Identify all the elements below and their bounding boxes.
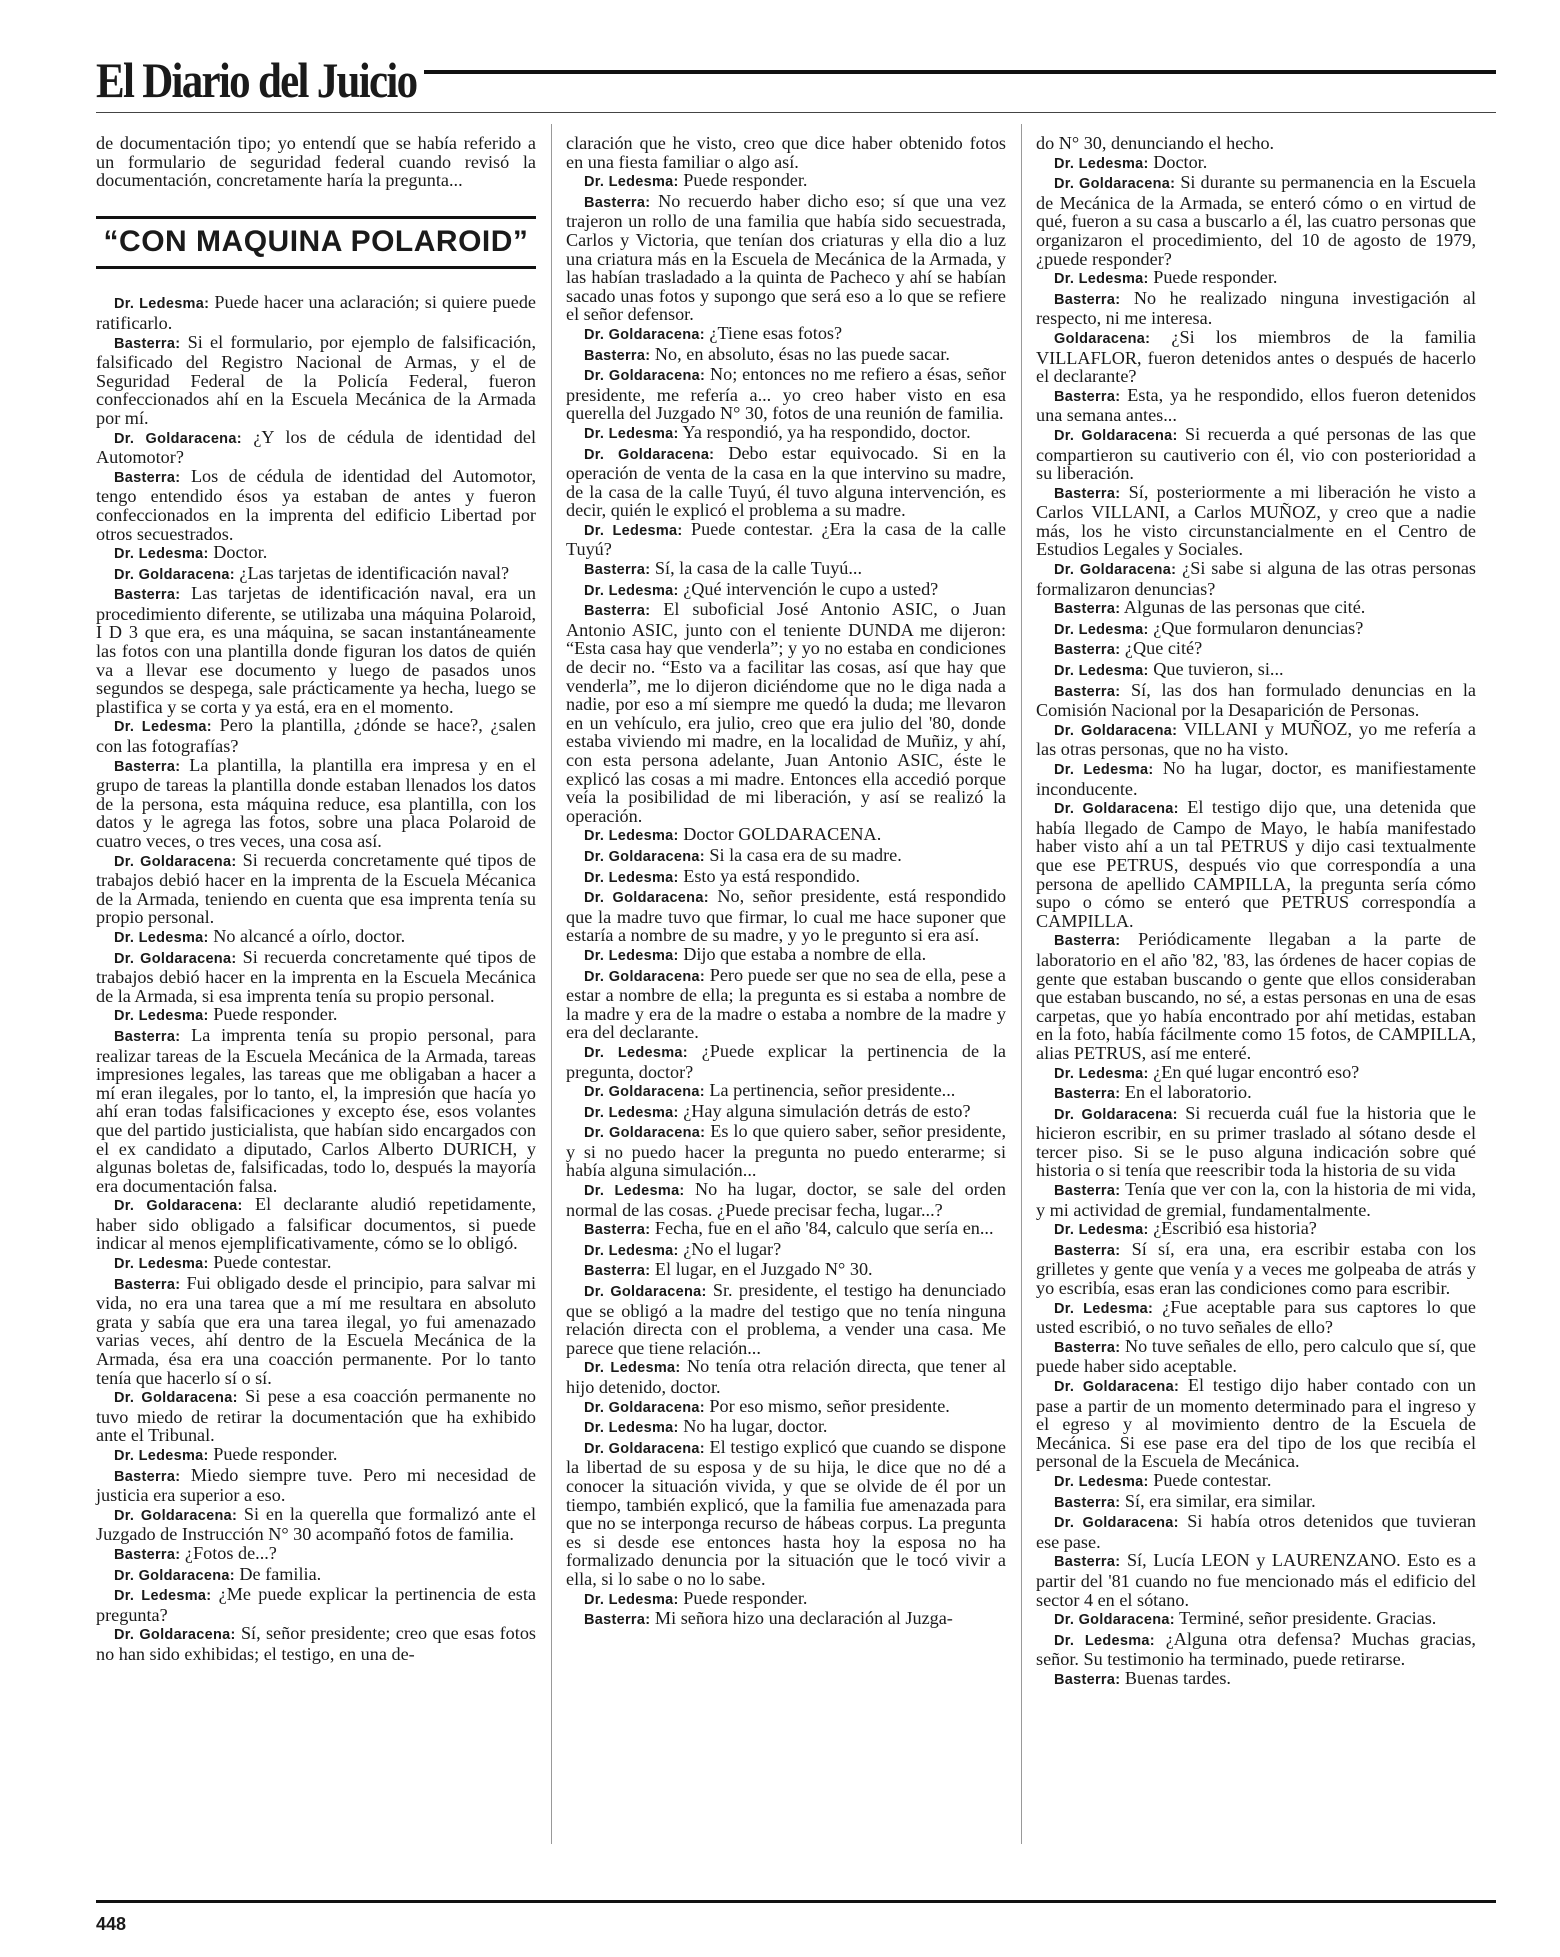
transcript-paragraph xyxy=(566,1260,1006,1281)
transcript-paragraph xyxy=(96,948,536,1006)
transcript-paragraph xyxy=(566,134,1006,171)
column-3 xyxy=(1036,134,1476,1690)
paragraph-text: Sí, la casa de la calle Tuyú... xyxy=(650,558,863,579)
transcript-paragraph xyxy=(96,1253,536,1274)
transcript-paragraph xyxy=(566,444,1006,520)
paragraph-text: Dijo que estaba a nombre de ella. xyxy=(678,943,927,964)
paragraph-text: No ha lugar, doctor, se sale del orden normal de las cosas. ¿Puede precisar fecha, lugar...? xyxy=(566,1179,1006,1220)
transcript-paragraph xyxy=(96,851,536,927)
paragraph-text: Periódicamente llegaban a la parte de laboratorio en el año '82, '83, las órdenes de hacer copias de gente que estaban buscando o gente que ellos consideraban que estaban buscando, no sé, a estas personas en una de esas carpetas, que yo había encontrado por ahí metidas, estaban en la foto, había fácilmente como 15 fotos, de CAMPILLA, alias PETRUS, así me enteré. xyxy=(1036,929,1476,1063)
transcript-paragraph xyxy=(1036,173,1476,268)
paragraph-text: En el laboratorio. xyxy=(1120,1082,1252,1103)
speaker-label: Dr. Goldaracena: xyxy=(584,1084,705,1101)
paragraph-text: do N° 30, denunciando el hecho. xyxy=(1036,133,1275,153)
speaker-label: Dr. Ledesma: xyxy=(114,1588,212,1605)
column-1-body xyxy=(96,293,536,1663)
transcript-paragraph xyxy=(566,867,1006,888)
speaker-label: Dr. Goldaracena: xyxy=(114,1567,235,1584)
speaker-label: Basterra: xyxy=(1054,642,1121,659)
speaker-label: Dr. Goldaracena: xyxy=(584,1284,707,1301)
paragraph-text: El testigo dijo que, una detenida que había llegado de Campo de Mayo, le había manifestado haber visto ahí a un tal PETRUS y dijo casi textualmente que ese PETRUS, después vio que correspondía a una persona de apellido CAMPILLA, la pregunta sería cómo supo o cómo se enteró que PETRUS correspondía a CAMPILLA. xyxy=(1036,797,1477,931)
paragraph-text: Buenas tardes. xyxy=(1120,1667,1231,1688)
paragraph-text: Sí, posteriormente a mi liberación he visto a Carlos VILLANI, a Carlos MUÑOZ, y creo que a nadie más, los he visto circunstancialmente en el Centro de Estudios Legales y Sociales. xyxy=(1036,481,1476,560)
transcript-paragraph xyxy=(1036,1630,1476,1669)
speaker-label: Dr. Goldaracena: xyxy=(114,853,237,870)
transcript-paragraph xyxy=(1036,1376,1476,1471)
speaker-label: Basterra: xyxy=(584,1263,651,1280)
section-heading-box xyxy=(96,216,536,270)
paragraph-text: Doctor. xyxy=(1148,151,1208,172)
transcript-paragraph xyxy=(96,1195,536,1253)
transcript-paragraph xyxy=(1036,639,1476,660)
paragraph-text: ¿Tiene esas fotos? xyxy=(704,322,843,343)
transcript-paragraph xyxy=(566,1417,1006,1438)
paragraph-text: Si recuerda concretamente qué tipos de trabajos debió hacer en la imprenta en la Escuela Mecánica de la Armada, si esa imprenta tenía su propio personal. xyxy=(96,946,537,1006)
transcript-paragraph xyxy=(96,1565,536,1586)
paragraph-text: No tenía otra relación directa, que tener al hijo detenido, doctor. xyxy=(566,1356,1006,1397)
paragraph-text: Terminé, señor presidente. Gracias. xyxy=(1174,1608,1437,1629)
paragraph-text: Sr. presidente, el testigo ha denunciado que se obligó a la madre del testigo que no tenía ninguna relación directa con el problema, a vender una casa. Me parece que tiene relación... xyxy=(566,1280,1006,1358)
speaker-label: Basterra: xyxy=(584,562,651,579)
transcript-paragraph xyxy=(1036,759,1476,798)
transcript-paragraph xyxy=(96,1387,536,1445)
transcript-paragraph xyxy=(566,887,1006,945)
speaker-label: Basterra: xyxy=(584,603,651,620)
paragraph-text: Los de cédula de identidad del Automotor, tengo entendido ésos ya estaban de antes y fueron confeccionados en la imprenta del edificio Libertad por otros secuestrados. xyxy=(96,465,536,544)
transcript-paragraph xyxy=(1036,1104,1476,1180)
paragraph-text: Puede responder. xyxy=(208,1444,338,1464)
transcript-paragraph xyxy=(96,1445,536,1466)
paragraph-text: ¿Fue aceptable para sus captores lo que usted escribió, o no tuvo señales de ello? xyxy=(1036,1296,1476,1338)
paragraph-text: Ya respondió, ya ha respondido, doctor. xyxy=(678,421,971,442)
speaker-label: Basterra: xyxy=(1054,1671,1121,1688)
paragraph-text: No; entonces no me refiero a ésas, señor presidente, me refería a... yo creo haber visto en esa querella del Juzgado N° 30, fotos de una reunión de familia. xyxy=(566,364,1007,424)
speaker-label: Basterra: xyxy=(1054,388,1121,405)
transcript-paragraph xyxy=(566,1438,1006,1589)
speaker-label: Dr. Goldaracena: xyxy=(584,368,706,385)
speaker-label: Dr. Ledesma: xyxy=(114,929,209,946)
speaker-label: Basterra: xyxy=(1054,1554,1121,1571)
transcript-paragraph xyxy=(566,1042,1006,1081)
header-divider xyxy=(96,112,1496,113)
transcript-paragraph xyxy=(96,1505,536,1544)
speaker-label: Dr. Ledesma: xyxy=(1054,271,1149,288)
transcript-paragraph xyxy=(96,543,536,564)
speaker-label: Dr. Goldaracena: xyxy=(584,890,709,907)
transcript-paragraph xyxy=(1036,681,1476,720)
speaker-label: Dr. Goldaracena: xyxy=(114,1198,243,1215)
transcript-paragraph xyxy=(1036,1219,1476,1240)
transcript-paragraph xyxy=(566,966,1006,1042)
transcript-paragraph xyxy=(1036,619,1476,640)
transcript-paragraph xyxy=(96,1466,536,1505)
paragraph-text: Doctor. xyxy=(208,542,268,563)
transcript-paragraph xyxy=(96,756,536,851)
paragraph-text: Si recuerda concretamente qué tipos de trabajos debió hacer en la imprenta de la Escuela Mécanica de la Armada, teniendo en cuenta que esa imprenta tenía su propio personal. xyxy=(96,849,537,928)
paragraph-text: No alcancé a oírlo, doctor. xyxy=(208,925,406,946)
transcript-paragraph xyxy=(96,467,536,543)
speaker-label: Basterra: xyxy=(114,587,181,604)
transcript-paragraph xyxy=(566,345,1006,366)
transcript-paragraph xyxy=(96,584,536,716)
speaker-label: Dr. Goldaracena: xyxy=(1054,1379,1180,1395)
transcript-paragraph xyxy=(96,428,536,467)
paragraph-text: de documentación tipo; yo entendí que se había referido a un formulario de seguridad federal cuando revisó la documentación, concretamente haría la pregunta... xyxy=(96,133,536,191)
paragraph-text: Puede responder. xyxy=(208,1004,338,1025)
paragraph-text: Puede responder. xyxy=(678,1587,808,1608)
paragraph-text: ¿Que cité? xyxy=(1120,638,1203,659)
speaker-label: Dr. Ledesma: xyxy=(584,1044,688,1061)
transcript-paragraph xyxy=(96,1624,536,1663)
speaker-label: Dr. Ledesma: xyxy=(114,1448,209,1464)
speaker-label: Basterra: xyxy=(584,1222,651,1239)
speaker-label: Basterra: xyxy=(114,469,181,486)
paragraph-text: Sí, las dos han formulado denuncias en la Comisión Nacional por la Desaparición de Personas. xyxy=(1036,679,1476,721)
paragraph-text: No, señor presidente, está respondido que la madre tuvo que firmar, lo cual me hace suponer que estaría a nombre de su madre, y yo le pregunto si era así. xyxy=(566,886,1006,946)
transcript-paragraph xyxy=(566,580,1006,601)
transcript-paragraph xyxy=(566,423,1006,444)
speaker-label: Dr. Goldaracena: xyxy=(584,1399,705,1416)
speaker-label: Dr. Goldaracena: xyxy=(114,566,235,583)
speaker-label: Dr. Ledesma: xyxy=(114,1008,209,1025)
transcript-paragraph xyxy=(96,716,536,755)
paragraph-text: Puede responder. xyxy=(678,170,808,191)
speaker-label: Dr. Goldaracena: xyxy=(114,1390,238,1407)
transcript-paragraph xyxy=(1036,153,1476,174)
paragraph-text: ¿Escribió esa historia? xyxy=(1148,1218,1317,1239)
transcript-paragraph xyxy=(566,171,1006,192)
speaker-label: Dr. Goldaracena: xyxy=(584,326,705,343)
speaker-label: Basterra: xyxy=(1054,1086,1121,1103)
paragraph-text: No ha lugar, doctor, es manifiestamente inconducente. xyxy=(1036,758,1476,799)
column-2-body xyxy=(566,134,1006,1630)
paragraph-text: Sí, Lucía LEON y LAURENZANO. Esto es a partir del '81 cuando no fue mencionado más el edificio del sector 4 en el sótano. xyxy=(1036,1550,1476,1610)
transcript-paragraph xyxy=(1036,1180,1476,1219)
speaker-label: Basterra: xyxy=(114,1028,181,1045)
speaker-label: Basterra: xyxy=(584,347,651,364)
transcript-paragraph xyxy=(1036,1063,1476,1084)
section-heading: “CON MAQUINA POLAROID” xyxy=(103,224,529,258)
speaker-label: Basterra: xyxy=(1054,1339,1121,1356)
transcript-paragraph xyxy=(566,825,1006,846)
paragraph-text: Esto ya está respondido. xyxy=(678,865,861,886)
transcript-paragraph xyxy=(1036,1492,1476,1513)
column-divider xyxy=(1021,124,1022,1844)
transcript-paragraph xyxy=(566,846,1006,867)
speaker-label: Dr. Ledesma: xyxy=(584,425,679,442)
column-1 xyxy=(96,134,536,1664)
paragraph-text: Sí, señor presidente; creo que esas fotos no han sido exhibidas; el testigo, en una de- xyxy=(96,1623,536,1664)
paragraph-text: El suboficial José Antonio ASIC, o Juan Antonio ASIC, junto con el teniente DUNDA me dijeron: “Esta casa hay que venderla”; y yo no estaba en condiciones de decir no. “Esto va a facilitar las cosas, así que hay que venderla”, me lo dijeron diciéndome que no le diga nada a nadie, por eso a mí siempre me quedó la duda; me llevaron en un vehículo, era julio, creo que era julio del '80, donde estaba viviendo mi madre, en la localidad de Muñiz, y ahí, con esta persona adelante, Juan Antonio ASIC, éste le explicó las cosas a mi madre. Entonces ella accedió porque veía la posibilidad de mi liberación, y así se realizó la operación. xyxy=(566,599,1006,826)
speaker-label: Dr. Ledesma: xyxy=(584,1591,679,1608)
paragraph-text: ¿Fotos de...? xyxy=(180,1542,277,1563)
transcript-paragraph xyxy=(1036,425,1476,483)
masthead xyxy=(96,50,1496,110)
paragraph-text: El testigo dijo haber contado con un pase a partir de un momento determinado para el ingreso y el egreso y al movimiento dentro de la Escuela de Mecánica. Si ese pase era del tipo de los que recibía el personal de la Escuela de Mecánica. xyxy=(1036,1375,1476,1472)
paragraph-text: ¿Hay alguna simulación detrás de esto? xyxy=(678,1100,971,1121)
speaker-label: Dr. Goldaracena: xyxy=(1054,801,1179,818)
paragraph-text: Pero puede ser que no sea de ella, pese a estar a nombre de ella; la pregunta es si estaba a nombre de la madre y era de la madre o estaba a nombre de la madre y era del declarante. xyxy=(566,964,1006,1043)
paragraph-text: ¿No el lugar? xyxy=(678,1238,782,1259)
speaker-label: Dr. Goldaracena: xyxy=(1054,562,1177,579)
transcript-paragraph xyxy=(1036,1512,1476,1551)
speaker-label: Dr. Ledesma: xyxy=(584,1242,679,1259)
speaker-label: Dr. Goldaracena: xyxy=(1054,1515,1179,1532)
speaker-label: Dr. Ledesma: xyxy=(584,947,679,964)
paragraph-text: Fecha, fue en el año '84, calculo que sería en... xyxy=(650,1218,994,1239)
paragraph-text: Puede contestar. xyxy=(1148,1469,1272,1490)
speaker-label: Dr. Ledesma: xyxy=(1054,621,1149,638)
transcript-paragraph xyxy=(566,1589,1006,1610)
paragraph-text: El testigo explicó que cuando se dispone la libertad de su esposa y de su hija, le dice que no dé a conocer la situación vivida, y que se olvide de él por un tiempo, también explicó, que la familia fue amenazada para que no se interponga recurso de hábeas corpus. La pregunta es si desde ese entonces hasta hoy la esposa no ha formalizado denuncia por la situación que le tocó vivir a ella, si lo sabe o no lo sabe. xyxy=(566,1436,1006,1589)
transcript-paragraph xyxy=(1036,1609,1476,1630)
transcript-paragraph xyxy=(1036,289,1476,328)
footer-rule xyxy=(96,1900,1496,1903)
transcript-paragraph xyxy=(1036,798,1476,930)
paragraph-text: Pero la plantilla, ¿dónde se hace?, ¿salen con las fotografías? xyxy=(96,715,536,757)
transcript-paragraph xyxy=(1036,1337,1476,1376)
paragraph-text: Sí sí, era una, era escribir estaba con los grilletes y gente que venía y a veces me golpeaba de atrás y yo escribía, esas eran las condiciones como para escribir. xyxy=(1036,1238,1476,1299)
column-2 xyxy=(566,134,1006,1630)
paragraph-text: VILLANI y MUÑOZ, yo me refería a las otras personas, que no ha visto. xyxy=(1036,718,1477,760)
paragraph-text: ¿Las tarjetas de identificación naval? xyxy=(234,562,510,583)
paragraph-text: La imprenta tenía su propio personal, para realizar tareas de la Escuela Mecánica de la Armada, tareas impresiones legales, las tareas que me obligaban a hacer a mí eran ilegales, por lo tanto, el, la impresión que hacía yo ahí eran todas falsificaciones y excepto ése, esos volantes que del partido justicialista, que habían sido encargados con el ex candidato a diputado, Carlos Alberto DURICH, y algunas boletas de, falsificadas, todo lo, después la mayoría era documentación falsa. xyxy=(96,1024,536,1196)
speaker-label: Basterra: xyxy=(1054,1242,1121,1259)
speaker-label: Basterra: xyxy=(114,1276,181,1293)
transcript-paragraph xyxy=(1036,660,1476,681)
paragraph-text: ¿Y los de cédula de identidad del Automotor? xyxy=(96,426,536,468)
speaker-label: Dr. Ledesma: xyxy=(1054,1473,1149,1490)
speaker-label: Dr. Ledesma: xyxy=(584,828,679,845)
speaker-label: Dr. Goldaracena: xyxy=(584,968,705,985)
paragraph-text: Por eso mismo, señor presidente. xyxy=(704,1395,950,1416)
speaker-label: Dr. Ledesma: xyxy=(1054,1632,1155,1649)
transcript-paragraph xyxy=(96,1544,536,1565)
speaker-label: Dr. Ledesma: xyxy=(1054,663,1149,680)
speaker-label: Dr. Goldaracena: xyxy=(584,1440,705,1457)
speaker-label: Dr. Goldaracena: xyxy=(114,950,237,967)
paragraph-text: Sí, era similar, era similar. xyxy=(1120,1490,1316,1511)
paragraph-text: Fui obligado desde el principio, para salvar mi vida, no era una tarea que a mí me resultara en absoluto grata y sabía que era una tarea ilegal, yo fui amenazado varias veces, ahí dentro de la Escuela Mecánica de la Armada, ésa era una coacción permanente. Por lo tanto tenía que hacerlo sí o sí. xyxy=(96,1272,536,1388)
publication-title: El Diario del Juicio xyxy=(96,52,417,108)
speaker-label: Basterra: xyxy=(1054,601,1121,618)
paragraph-text: Esta, ya he respondido, ellos fueron detenidos una semana antes... xyxy=(1036,384,1476,426)
paragraph-text: De familia. xyxy=(234,1563,322,1584)
transcript-paragraph xyxy=(1036,483,1476,559)
transcript-paragraph xyxy=(1036,328,1476,386)
transcript-paragraph xyxy=(1036,1669,1476,1690)
speaker-label: Dr. Ledesma: xyxy=(584,1183,685,1200)
speaker-label: Goldaracena: xyxy=(1054,330,1151,347)
transcript-paragraph xyxy=(566,1357,1006,1396)
paragraph-text: Si había otros detenidos que tuvieran ese pase. xyxy=(1036,1511,1477,1552)
paragraph-text: Si la casa era de su madre. xyxy=(704,844,902,865)
paragraph-text: Si recuerda a qué personas de las que compartieron su cautiverio con él, vio con posterioridad a su liberación. xyxy=(1036,423,1477,484)
transcript-paragraph xyxy=(1036,386,1476,425)
paragraph-text: Si recuerda cuál fue la historia que le hicieron escribir, en su primer traslado al sótano desde el tercer piso. Si se le puso alguna indicación sobre qué historia o si tenía que reescribir toda la historia de su vida xyxy=(1036,1102,1476,1181)
speaker-label: Dr. Goldaracena: xyxy=(114,430,242,447)
paragraph-text: claración que he visto, creo que dice haber obtenido fotos en una fiesta familiar o algo así. xyxy=(566,133,1006,172)
paragraph-text: Mi señora hizo una declaración al Juzga- xyxy=(650,1608,953,1629)
paragraph-text: Algunas de las personas que cité. xyxy=(1120,597,1366,618)
paragraph-text: Debo estar equivocado. Si en la operación de venta de la casa en la que intervino su madre, de la casa de la calle Tuyú, él tuvo alguna intervención, es decir, quién le explicó el problema a su madre. xyxy=(566,442,1007,521)
speaker-label: Dr. Ledesma: xyxy=(584,582,679,599)
paragraph-text: ¿Qué intervención le cupo a usted? xyxy=(678,578,939,599)
transcript-paragraph xyxy=(1036,1240,1476,1298)
transcript-paragraph xyxy=(566,1081,1006,1102)
transcript-paragraph xyxy=(96,134,536,190)
transcript-paragraph xyxy=(96,1026,536,1195)
speaker-label: Dr. Goldaracena: xyxy=(114,1507,238,1524)
transcript-paragraph xyxy=(1036,134,1476,153)
paragraph-text: El declarante aludió repetidamente, haber sido obligado a falsificar documentos, si puede indicar al menos ejemplificativamente, cómo se lo obligó. xyxy=(96,1194,537,1254)
speaker-label: Dr. Ledesma: xyxy=(584,1360,681,1377)
speaker-label: Dr. Ledesma: xyxy=(584,1420,679,1437)
speaker-label: Basterra: xyxy=(114,335,181,352)
paragraph-text: Si durante su permanencia en la Escuela de Mecánica de la Armada, se enteró cómo o en virtud de qué, fueron a su casa a buscarlo a él, las cuatro personas que organizaron el procedimiento, del 10 de agosto de 1979, ¿puede responder? xyxy=(1036,172,1477,269)
speaker-label: Basterra: xyxy=(1054,1183,1121,1200)
masthead-rule xyxy=(424,70,1496,74)
transcript-paragraph xyxy=(566,1609,1006,1630)
transcript-paragraph xyxy=(1036,1471,1476,1492)
transcript-paragraph xyxy=(96,1274,536,1388)
paragraph-text: Si pese a esa coacción permanente no tuvo miedo de retirar la documentación que ha exhibido ante el Tribunal. xyxy=(96,1386,537,1446)
transcript-paragraph xyxy=(566,365,1006,423)
transcript-paragraph xyxy=(1036,1298,1476,1337)
transcript-paragraph xyxy=(566,1122,1006,1180)
paragraph-text: El lugar, en el Juzgado N° 30. xyxy=(650,1259,873,1280)
transcript-paragraph xyxy=(96,1585,536,1624)
transcript-paragraph xyxy=(566,559,1006,580)
column-3-body xyxy=(1036,134,1476,1690)
transcript-paragraph xyxy=(1036,720,1476,759)
speaker-label: Basterra: xyxy=(114,1546,181,1563)
speaker-label: Dr. Ledesma: xyxy=(1054,1300,1154,1317)
transcript-paragraph xyxy=(566,1281,1006,1357)
transcript-paragraph xyxy=(1036,598,1476,619)
speaker-label: Dr. Ledesma: xyxy=(114,546,209,563)
paragraph-text: Las tarjetas de identificación naval, era un procedimiento diferente, se utilizaba una máquina Polaroid, I D 3 que era, es una máquina, se sacan instantáneamente las fotos con una plantilla donde figuran los datos de quién va a llevar ese documento y luego de pasados unos segundos se despega, sale prácticamente ya hecha, luego se plastifica y se corta y ya está, era en el momento. xyxy=(96,583,536,717)
speaker-label: Basterra: xyxy=(584,1612,651,1629)
paragraph-text: ¿Me puede explicar la pertinencia de esta pregunta? xyxy=(96,1584,536,1625)
transcript-paragraph xyxy=(566,600,1006,825)
paragraph-text: Que tuvieron, si... xyxy=(1148,659,1284,680)
transcript-paragraph xyxy=(566,1397,1006,1418)
speaker-label: Dr. Ledesma: xyxy=(114,296,210,313)
paragraph-text: ¿Si sabe si alguna de las otras personas formalizaron denuncias? xyxy=(1036,558,1477,599)
paragraph-text: ¿Que formularon denuncias? xyxy=(1148,617,1364,638)
paragraph-text: Puede hacer una aclaración; si quiere puede ratificarlo. xyxy=(96,292,536,333)
speaker-label: Dr. Goldaracena: xyxy=(1054,427,1178,444)
speaker-label: Basterra: xyxy=(114,758,181,775)
speaker-label: Basterra: xyxy=(1054,485,1121,502)
speaker-label: Dr. Goldaracena: xyxy=(584,1125,706,1142)
paragraph-text: No recuerdo haber dicho eso; sí que una vez trajeron un rollo de una familia que había sido secuestrada, Carlos y Victoria, que tenían dos criaturas y ella dio a luz una criatura más en la Escuela de Mecánica de la Armada, y las habían trasladado a la quinta de Pacheco y ahí se habían sacado unas fotos y supongo que será eso a lo que se refiere el señor defensor. xyxy=(566,190,1006,325)
speaker-label: Dr. Ledesma: xyxy=(1054,762,1154,778)
speaker-label: Dr. Goldaracena: xyxy=(584,446,715,463)
speaker-label: Dr. Ledesma: xyxy=(114,719,212,736)
paragraph-text: Puede responder. xyxy=(1148,267,1278,288)
speaker-label: Dr. Ledesma: xyxy=(1054,1065,1149,1082)
speaker-label: Basterra: xyxy=(1054,933,1121,950)
paragraph-text: Si el formulario, por ejemplo de falsificación, falsificado del Registro Nacional de Armas, y el de Seguridad Federal de la Policía Federal, fueron confeccionados ahí en la Escuela Mecánica de la Armada por mí. xyxy=(96,331,536,428)
transcript-paragraph xyxy=(566,945,1006,966)
transcript-paragraph xyxy=(1036,268,1476,289)
speaker-label: Dr. Goldaracena: xyxy=(114,1627,236,1644)
paragraph-text: Tenía que ver con la, con la historia de mi vida, y mi actividad de gremial, fundamentalmente. xyxy=(1036,1179,1476,1220)
paragraph-text: La plantilla, la plantilla era impresa y en el grupo de tareas la plantilla donde estaban llenados los datos de la persona, esta máquina reduce, esa plantilla, con los datos y le agrega las fotos, sobre una placa Polaroid de cuatro veces, o tres veces, una cosa así. xyxy=(96,754,536,851)
speaker-label: Basterra: xyxy=(1054,1494,1121,1511)
speaker-label: Dr. Ledesma: xyxy=(584,1104,679,1121)
transcript-paragraph xyxy=(96,927,536,948)
paragraph-text: ¿En qué lugar encontró eso? xyxy=(1148,1061,1360,1082)
paragraph-text: ¿Puede explicar la pertinencia de la pregunta, doctor? xyxy=(566,1040,1006,1082)
transcript-paragraph xyxy=(566,520,1006,559)
page-number: 448 xyxy=(96,1914,127,1934)
speaker-label: Basterra: xyxy=(584,194,651,211)
speaker-label: Dr. Goldaracena: xyxy=(1054,1106,1178,1123)
paragraph-text: No tuve señales de ello, pero calculo que sí, que puede haber sido aceptable. xyxy=(1036,1335,1476,1377)
transcript-paragraph xyxy=(96,293,536,332)
paragraph-text: Miedo siempre tuve. Pero mi necesidad de justicia era superior a eso. xyxy=(96,1464,536,1506)
paragraph-text: Es lo que quiero saber, señor presidente, y si no puedo hacer la pregunta no puedo enterarme; si había alguna simulación... xyxy=(566,1121,1007,1181)
speaker-label: Dr. Goldaracena: xyxy=(1054,1612,1175,1629)
speaker-label: Basterra: xyxy=(114,1468,181,1485)
speaker-label: Dr. Goldaracena: xyxy=(584,848,705,865)
transcript-paragraph xyxy=(1036,1083,1476,1104)
transcript-paragraph xyxy=(1036,930,1476,1062)
transcript-paragraph xyxy=(96,1005,536,1026)
transcript-paragraph xyxy=(1036,1551,1476,1609)
paragraph-text: Si en la querella que formalizó ante el Juzgado de Instrucción N° 30 acompañó fotos de familia. xyxy=(96,1503,536,1545)
column-1-intro xyxy=(96,134,536,190)
transcript-paragraph xyxy=(566,1240,1006,1261)
paragraph-text: No, en absoluto, ésas no las puede sacar. xyxy=(650,343,950,364)
transcript-paragraph xyxy=(96,564,536,585)
speaker-label: Dr. Ledesma: xyxy=(584,522,683,539)
paragraph-text: ¿Si los miembros de la familia VILLAFLOR, fueron detenidos antes o después de hacerlo el declarante? xyxy=(1036,326,1476,387)
speaker-label: Dr. Ledesma: xyxy=(584,869,679,886)
transcript-paragraph xyxy=(566,1102,1006,1123)
speaker-label: Basterra: xyxy=(1054,291,1121,308)
paragraph-text: Puede contestar. ¿Era la casa de la calle Tuyú? xyxy=(566,518,1007,560)
speaker-label: Dr. Ledesma: xyxy=(1054,155,1149,172)
paragraph-text: ¿Alguna otra defensa? Muchas gracias, señor. Su testimonio ha terminado, puede retirarse. xyxy=(1036,1628,1476,1670)
speaker-label: Dr. Goldaracena: xyxy=(1054,722,1178,739)
transcript-paragraph xyxy=(1036,559,1476,598)
speaker-label: Dr. Ledesma: xyxy=(114,1256,209,1273)
speaker-label: Basterra: xyxy=(1054,683,1121,700)
paragraph-text: No he realizado ninguna investigación al respecto, ni me interesa. xyxy=(1036,287,1476,329)
speaker-label: Dr. Ledesma: xyxy=(584,174,679,191)
transcript-paragraph xyxy=(566,1219,1006,1240)
transcript-paragraph xyxy=(566,1180,1006,1219)
transcript-paragraph xyxy=(566,324,1006,345)
paragraph-text: Puede contestar. xyxy=(208,1252,332,1273)
column-divider xyxy=(551,124,552,1844)
speaker-label: Dr. Goldaracena: xyxy=(1054,176,1176,193)
transcript-paragraph xyxy=(96,333,536,428)
transcript-paragraph xyxy=(566,192,1006,324)
paragraph-text: Doctor GOLDARACENA. xyxy=(678,824,882,845)
speaker-label: Dr. Ledesma: xyxy=(1054,1222,1149,1239)
paragraph-text: No ha lugar, doctor. xyxy=(678,1416,828,1437)
paragraph-text: La pertinencia, señor presidente... xyxy=(704,1080,956,1101)
